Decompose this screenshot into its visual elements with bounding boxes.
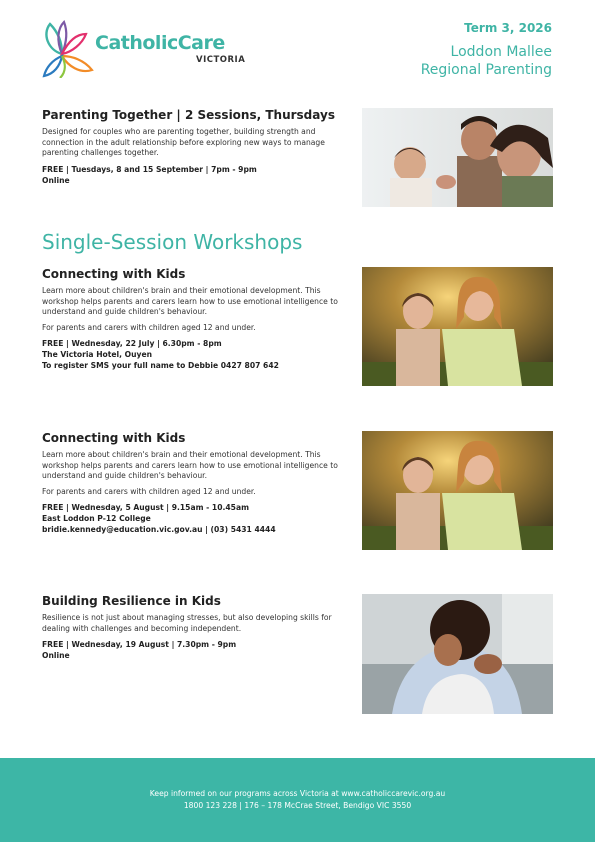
program-title: Parenting Together | 2 Sessions, Thursdays xyxy=(42,108,335,122)
catholiccare-logo[interactable] xyxy=(40,20,246,80)
program-detail: FREE | Tuesdays, 8 and 15 September | 7pm - 9pm xyxy=(42,164,257,174)
workshop-title: Connecting with Kids xyxy=(42,431,186,445)
footer-contact-line: 1800 123 228 | 176 – 178 McCrae Street, Bendigo VIC 3550 xyxy=(183,801,412,810)
workshop-desc: Resilience is not just about managing stresses, but also developing skills for dealing with challenges and becoming independent. xyxy=(42,613,332,633)
brand-sub: VICTORIA xyxy=(196,55,246,65)
workshop-note: For parents and carers with children aged 12 and under. xyxy=(42,322,256,332)
program-detail: Online xyxy=(42,175,70,185)
workshop-connecting-with-kids-2 xyxy=(42,431,350,535)
workshop-desc: Learn more about children's brain and their emotional development. This workshop helps parents and carers learn how to use emotional intelligence to understand and guide children's behaviour. xyxy=(42,450,338,481)
parent-child-photo xyxy=(362,431,553,550)
parent-child-photo xyxy=(362,267,553,386)
section-title: Single-Session Workshops xyxy=(42,230,303,254)
family-photo xyxy=(362,108,553,207)
workshop-detail: FREE | Wednesday, 22 July | 6.30pm - 8pm xyxy=(42,339,222,349)
region-label xyxy=(421,43,552,79)
workshop-detail: FREE | Wednesday, 5 August | 9.15am - 10.45am xyxy=(42,503,249,513)
footer-website-line[interactable]: Keep informed on our programs across Victoria at www.catholiccarevic.org.au xyxy=(149,789,446,798)
workshop-detail: To register SMS your full name to Debbie 0427 807 642 xyxy=(42,361,279,371)
workshop-note: For parents and carers with children aged 12 and under. xyxy=(42,486,256,496)
program-desc: Designed for couples who are parenting together, building strength and connection in the adult relationship before exploring new ways to manage parenting challenges together. xyxy=(42,127,325,158)
workshop-title: Building Resilience in Kids xyxy=(42,594,221,608)
footer xyxy=(0,758,595,842)
workshop-detail[interactable]: bridie.kennedy@education.vic.gov.au | (03) 5431 4444 xyxy=(42,525,276,535)
butterfly-logo-icon xyxy=(40,20,96,78)
region-line-1: Loddon Mallee xyxy=(450,44,552,60)
workshop-connecting-with-kids-1 xyxy=(42,267,350,371)
workshop-detail: Online xyxy=(42,651,70,661)
workshop-title: Connecting with Kids xyxy=(42,267,186,281)
term-label: Term 3, 2026 xyxy=(464,21,552,35)
program-parenting-together xyxy=(42,108,350,186)
workshop-building-resilience xyxy=(42,594,350,661)
hugging-photo xyxy=(362,594,553,714)
region-line-2: Regional Parenting xyxy=(420,62,552,78)
workshop-detail: FREE | Wednesday, 19 August | 7.30pm - 9pm xyxy=(42,640,237,650)
brand-name: CatholicCare xyxy=(95,32,225,54)
workshop-desc: Learn more about children's brain and their emotional development. This workshop helps parents and carers learn how to use emotional intelligence to understand and guide children's behaviour. xyxy=(42,286,338,317)
workshop-detail: East Loddon P-12 College xyxy=(42,514,151,524)
workshop-detail: The Victoria Hotel, Ouyen xyxy=(42,350,153,360)
